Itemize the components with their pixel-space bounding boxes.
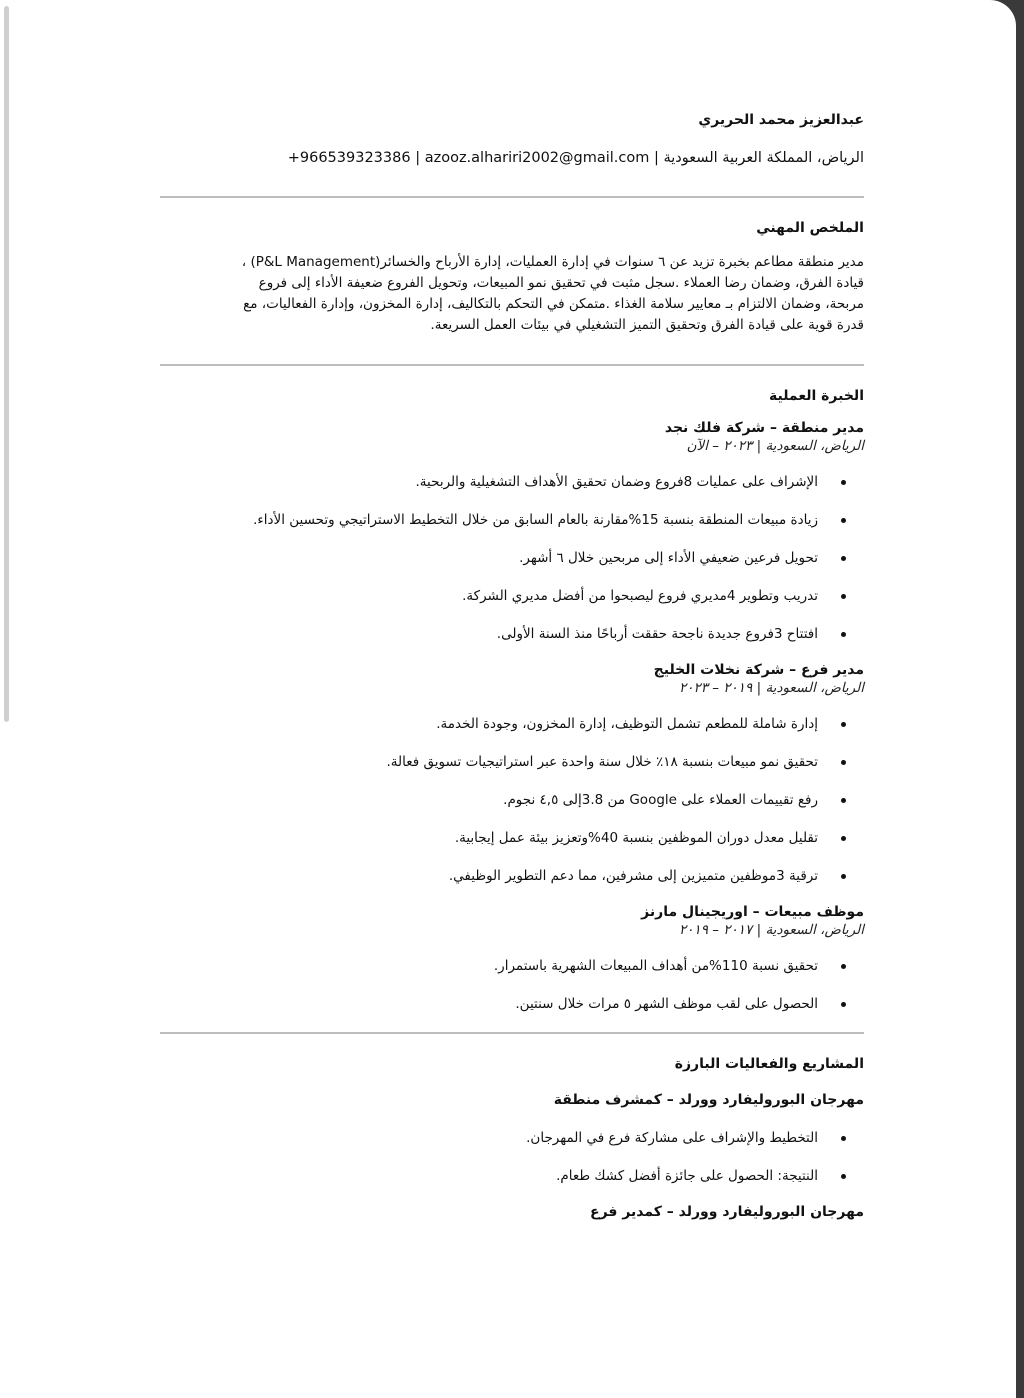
bullet-item: تحويل فرعين ضعيفي الأداء إلى مربحين خلال ٦ أشهر. xyxy=(160,548,818,568)
separator: | xyxy=(415,150,421,166)
projects-title: المشاريع والفعاليات البارزة xyxy=(674,1056,864,1072)
phone: +966539323386 xyxy=(287,150,411,166)
job-bullets xyxy=(160,714,864,886)
divider xyxy=(160,364,864,366)
bullet-item: زيادة مبيعات المنطقة بنسبة 15%مقارنة بالعام السابق من خلال التخطيط الاستراتيجي وتحسين الأداء. xyxy=(160,510,818,530)
bullet-item: الحصول على لقب موظف الشهر ٥ مرات خلال سنتين. xyxy=(160,994,818,1014)
summary-text xyxy=(160,252,864,336)
job-title: مدير منطقة – شركة فلك نجد xyxy=(664,420,864,436)
contact-line xyxy=(160,150,864,166)
project-title: مهرجان البوروليفارد وورلد – كمدير فرع xyxy=(590,1204,864,1220)
divider xyxy=(160,1032,864,1034)
bullet-item: إدارة شاملة للمطعم تشمل التوظيف، إدارة المخزون، وجودة الخدمة. xyxy=(160,714,818,734)
project-bullets xyxy=(160,1128,864,1186)
divider xyxy=(160,196,864,198)
bullet-item: ترقية 3موظفين متميزين إلى مشرفين، مما دعم التطوير الوظيفي. xyxy=(160,866,818,886)
candidate-name: عبدالعزيز محمد الحريري xyxy=(698,112,864,128)
bullet-item: افتتاح 3فروع جديدة ناجحة حققت أرباحًا منذ السنة الأولى. xyxy=(160,624,818,644)
job-location-date: الرياض، السعودية | ٢٠١٧ – ٢٠١٩ xyxy=(678,922,864,938)
bullet-item: التخطيط والإشراف على مشاركة فرع في المهرجان. xyxy=(160,1128,818,1148)
bullet-item: تحقيق نمو مبيعات بنسبة ١٨٪ خلال سنة واحدة عبر استراتيجيات تسويق فعالة. xyxy=(160,752,818,772)
summary-line: قيادة الفرق، وضمان رضا العملاء .سجل مثبت في تحقيق نمو المبيعات، وتحويل الفروع ضعيفة الأداء إلى فروع xyxy=(258,275,864,291)
separator: | xyxy=(654,150,659,166)
bullet-item: النتيجة: الحصول على جائزة أفضل كشك طعام. xyxy=(160,1166,818,1186)
job-location-date: الرياض، السعودية | ٢٠٢٣ – الآن xyxy=(686,438,864,454)
bullet-item: تقليل معدل دوران الموظفين بنسبة 40%وتعزيز بيئة عمل إيجابية. xyxy=(160,828,818,848)
bullet-item: تدريب وتطوير 4مديري فروع ليصبحوا من أفضل مديري الشركة. xyxy=(160,586,818,606)
experience-title: الخبرة العملية xyxy=(769,388,864,404)
email[interactable]: azooz.alhariri2002@gmail.com xyxy=(424,150,650,166)
bullet-item: تحقيق نسبة 110%من أهداف المبيعات الشهرية باستمرار. xyxy=(160,956,818,976)
job-location-date: الرياض، السعودية | ٢٠١٩ – ٢٠٢٣ xyxy=(678,680,864,696)
bullet-item: الإشراف على عمليات 8فروع وضمان تحقيق الأهداف التشغيلية والربحية. xyxy=(160,472,818,492)
scrollbar[interactable] xyxy=(4,6,9,722)
summary-title: الملخص المهني xyxy=(756,220,864,236)
summary-line: قدرة قوية على قيادة الفرق وتحقيق التميز التشغيلي في بيئات العمل السريعة. xyxy=(430,317,864,333)
resume-content xyxy=(160,112,864,1240)
job-title: مدير فرع – شركة نخلات الخليج xyxy=(653,662,864,678)
summary-line: مدير منطقة مطاعم بخبرة تزيد عن ٦ سنوات في إدارة العمليات، إدارة الأرباح والخسائر(P&L Management) ، xyxy=(241,254,864,270)
job-bullets xyxy=(160,472,864,644)
bullet-item: رفع تقييمات العملاء على Google من 3.8إلى ٤,٥ نجوم. xyxy=(160,790,818,810)
summary-line: مربحة، وضمان الالتزام بـ معايير سلامة الغذاء .متمكن في التحكم بالتكاليف، إدارة المخزون، وإدارة الفعاليات، مع xyxy=(243,296,864,312)
job-title: موظف مبيعات – اوريجينال مارنز xyxy=(641,904,864,920)
location: الرياض، المملكة العربية السعودية xyxy=(663,150,864,166)
project-title: مهرجان البوروليفارد وورلد – كمشرف منطقة xyxy=(553,1092,864,1108)
job-bullets xyxy=(160,956,864,1014)
